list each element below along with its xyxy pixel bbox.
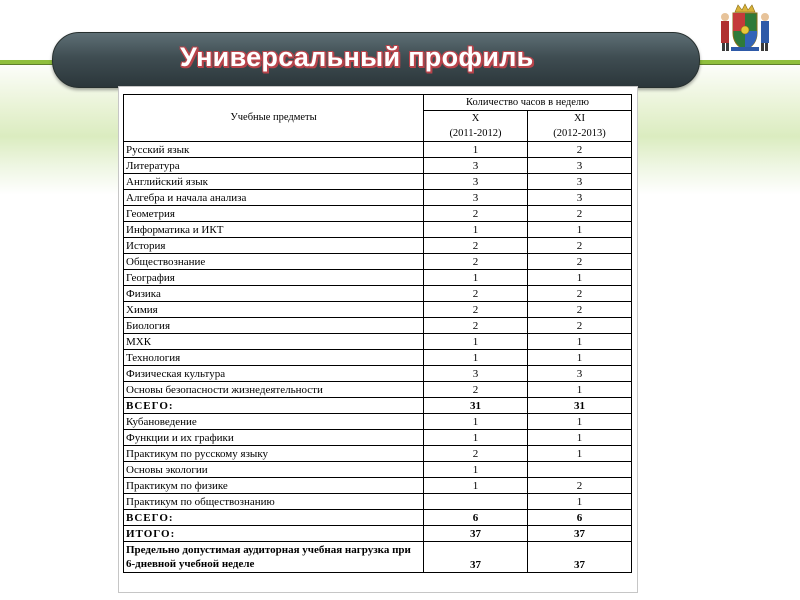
hours-xi: 2 [528,478,632,494]
subject-name: Английский язык [124,174,424,190]
subject-name: Основы безопасности жизнедеятельности [124,382,424,398]
hours-xi: 2 [528,238,632,254]
hours-x: 2 [424,238,528,254]
subject-name: Функции и их графики [124,430,424,446]
hours-x: 2 [424,254,528,270]
hours-xi: 3 [528,190,632,206]
table-row [124,190,632,206]
table-row [124,158,632,174]
subject-name: Информатика и ИКТ [124,222,424,238]
hours-xi: 1 [528,334,632,350]
subject-name: Физическая культура [124,366,424,382]
max-load-x: 37 [424,542,528,573]
hours-x: 3 [424,190,528,206]
table-row [124,318,632,334]
hours-xi: 1 [528,430,632,446]
hours-xi: 1 [528,222,632,238]
subject-name: МХК [124,334,424,350]
hours-xi: 1 [528,350,632,366]
subject-name: Обществознание [124,254,424,270]
hours-xi: 1 [528,414,632,430]
hours-xi: 1 [528,382,632,398]
hours-x: 1 [424,414,528,430]
table-row [124,430,632,446]
hours-x: 2 [424,446,528,462]
subject-name: Химия [124,302,424,318]
table-row [124,222,632,238]
hours-x: 1 [424,350,528,366]
hours-xi: 1 [528,270,632,286]
header-grade-xi-years: (2012-2013) [528,126,632,142]
table-row [124,174,632,190]
header-grade-x-years: (2011-2012) [424,126,528,142]
subtotal-x: 31 [424,398,528,414]
table-row [124,478,632,494]
table-row [124,206,632,222]
hours-xi: 2 [528,286,632,302]
subtotal-row [124,398,632,414]
max-load-xi: 37 [528,542,632,573]
coat-of-arms-icon [718,3,772,53]
total-row [124,526,632,542]
subtotal-x: 6 [424,510,528,526]
subject-name: Биология [124,318,424,334]
subject-name: География [124,270,424,286]
table-row [124,334,632,350]
hours-x: 1 [424,270,528,286]
table-row [124,142,632,158]
hours-x: 3 [424,174,528,190]
subject-name: Практикум по обществознанию [124,494,424,510]
subtotal-row [124,510,632,526]
table-row [124,270,632,286]
hours-x: 1 [424,462,528,478]
table-row [124,414,632,430]
hours-x: 1 [424,334,528,350]
subject-name: Литература [124,158,424,174]
subject-name: Русский язык [124,142,424,158]
hours-x: 3 [424,158,528,174]
table-row [124,238,632,254]
max-load-label: Предельно допустимая аудиторная учебная нагрузка при 6-дневной учебной неделе [124,542,424,573]
hours-xi [528,462,632,478]
table-row [124,366,632,382]
hours-x [424,494,528,510]
subject-name: Физика [124,286,424,302]
subtotal-xi: 6 [528,510,632,526]
subtotal-label: ВСЕГО: [124,510,424,526]
header-grade-xi: XI [528,111,632,127]
hours-xi: 2 [528,302,632,318]
hours-x: 2 [424,302,528,318]
table-row [124,494,632,510]
hours-x: 3 [424,366,528,382]
header-hours: Количество часов в неделю [424,95,632,111]
hours-x: 1 [424,478,528,494]
curriculum-table [123,94,632,573]
hours-xi: 2 [528,206,632,222]
hours-xi: 1 [528,494,632,510]
total-x: 37 [424,526,528,542]
hours-xi: 3 [528,174,632,190]
subject-name: Геометрия [124,206,424,222]
hours-x: 1 [424,222,528,238]
subject-name: Основы экологии [124,462,424,478]
slide-title: Универсальный профиль [180,42,534,72]
total-xi: 37 [528,526,632,542]
table-row [124,286,632,302]
hours-x: 2 [424,286,528,302]
table-row [124,350,632,366]
hours-x: 2 [424,206,528,222]
table-row [124,254,632,270]
table-row [124,302,632,318]
total-label: ИТОГО: [124,526,424,542]
hours-xi: 2 [528,254,632,270]
subject-name: История [124,238,424,254]
subtotal-xi: 31 [528,398,632,414]
subject-name: Алгебра и начала анализа [124,190,424,206]
table-row [124,462,632,478]
subtotal-label: ВСЕГО: [124,398,424,414]
hours-xi: 3 [528,366,632,382]
max-load-row [124,542,632,573]
header-subjects: Учебные предметы [124,95,424,142]
table-row [124,382,632,398]
hours-xi: 2 [528,318,632,334]
subject-name: Кубановедение [124,414,424,430]
header-grade-x: X [424,111,528,127]
subject-name: Практикум по физике [124,478,424,494]
hours-xi: 3 [528,158,632,174]
hours-x: 1 [424,430,528,446]
hours-x: 2 [424,318,528,334]
hours-x: 1 [424,142,528,158]
hours-xi: 1 [528,446,632,462]
hours-xi: 2 [528,142,632,158]
table-row [124,446,632,462]
hours-x: 2 [424,382,528,398]
subject-name: Практикум по русскому языку [124,446,424,462]
subject-name: Технология [124,350,424,366]
